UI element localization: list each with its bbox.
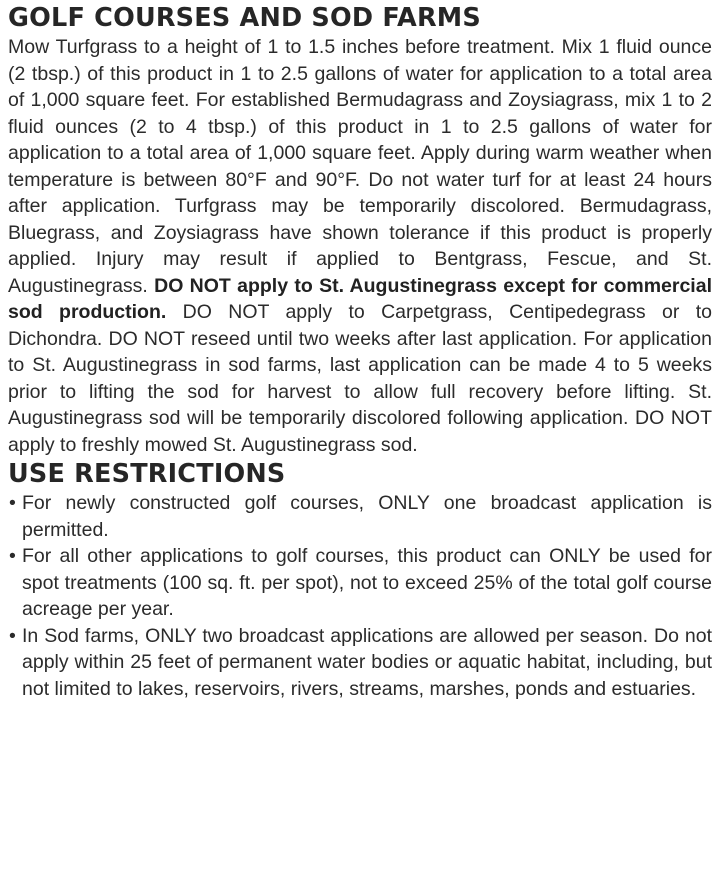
bullet-icon: • <box>9 624 16 647</box>
golf-courses-paragraph <box>8 34 712 458</box>
bullet-icon: • <box>9 492 16 514</box>
list-item-text: In Sod farms, ONLY two broadcast applications are allowed per season. Do not apply within 25 feet of permanent water bodies or aquatic habitat, including, but not limited to lakes, reservoirs, rivers, streams, marshes, ponds and estuaries. <box>22 624 712 700</box>
list-item-text: For all other applications to golf courses, this product can ONLY be used for spot treatments (100 sq. ft. per spot), not to exceed 25% of the total golf course acreage per year. <box>22 545 712 620</box>
list-item <box>8 490 712 543</box>
paragraph-text-intro: Mow Turfgrass to a height of 1 to 1.5 inches before treatment. Mix 1 fluid ounce (2 tbsp.) of this product in 1 to 2.5 gallons of water for application to a total area of 1,000 square feet. For established Bermudagrass and Zoysiagrass, mix 1 to 2 fluid ounces (2 to 4 tbsp.) of this product in 1 to 2.5 gallons of water for application to a total area of 1,000 square feet. Apply during warm weather when temperature is between 80°F and 90°F. Do not water turf for at least 24 hours after application. Turfgrass may be temporarily discolored. Bermudagrass, Bluegrass, and Zoysiagrass have shown tolerance if this product is properly applied. Injury may result if applied to Bentgrass, Fescue, and St. Augustinegrass. <box>8 36 712 297</box>
section-heading-golf-courses: GOLF COURSES AND SOD FARMS <box>8 3 481 33</box>
section-heading-use-restrictions: USE RESTRICTIONS <box>8 459 286 489</box>
paragraph-bold-warning: DO NOT apply to St. Augustinegrass except for commercial sod production. <box>8 274 712 323</box>
list-item-text: For newly constructed golf courses, ONLY one broadcast application is permitted. <box>22 492 712 541</box>
bullet-icon: • <box>9 545 16 567</box>
list-item <box>8 623 712 703</box>
list-item <box>8 543 712 623</box>
use-restrictions-list <box>8 490 712 702</box>
paragraph-text-continued: DO NOT apply to Carpetgrass, Centipedegrass or to Dichondra. DO NOT reseed until two weeks after last application. For application to St. Augustinegrass in sod farms, last application can be made 4 to 5 weeks prior to lifting the sod for harvest to allow full recovery before lifting. St. Augustinegrass sod will be temporarily discolored following application. DO NOT apply to freshly mowed St. Augustinegrass sod. <box>8 301 712 456</box>
